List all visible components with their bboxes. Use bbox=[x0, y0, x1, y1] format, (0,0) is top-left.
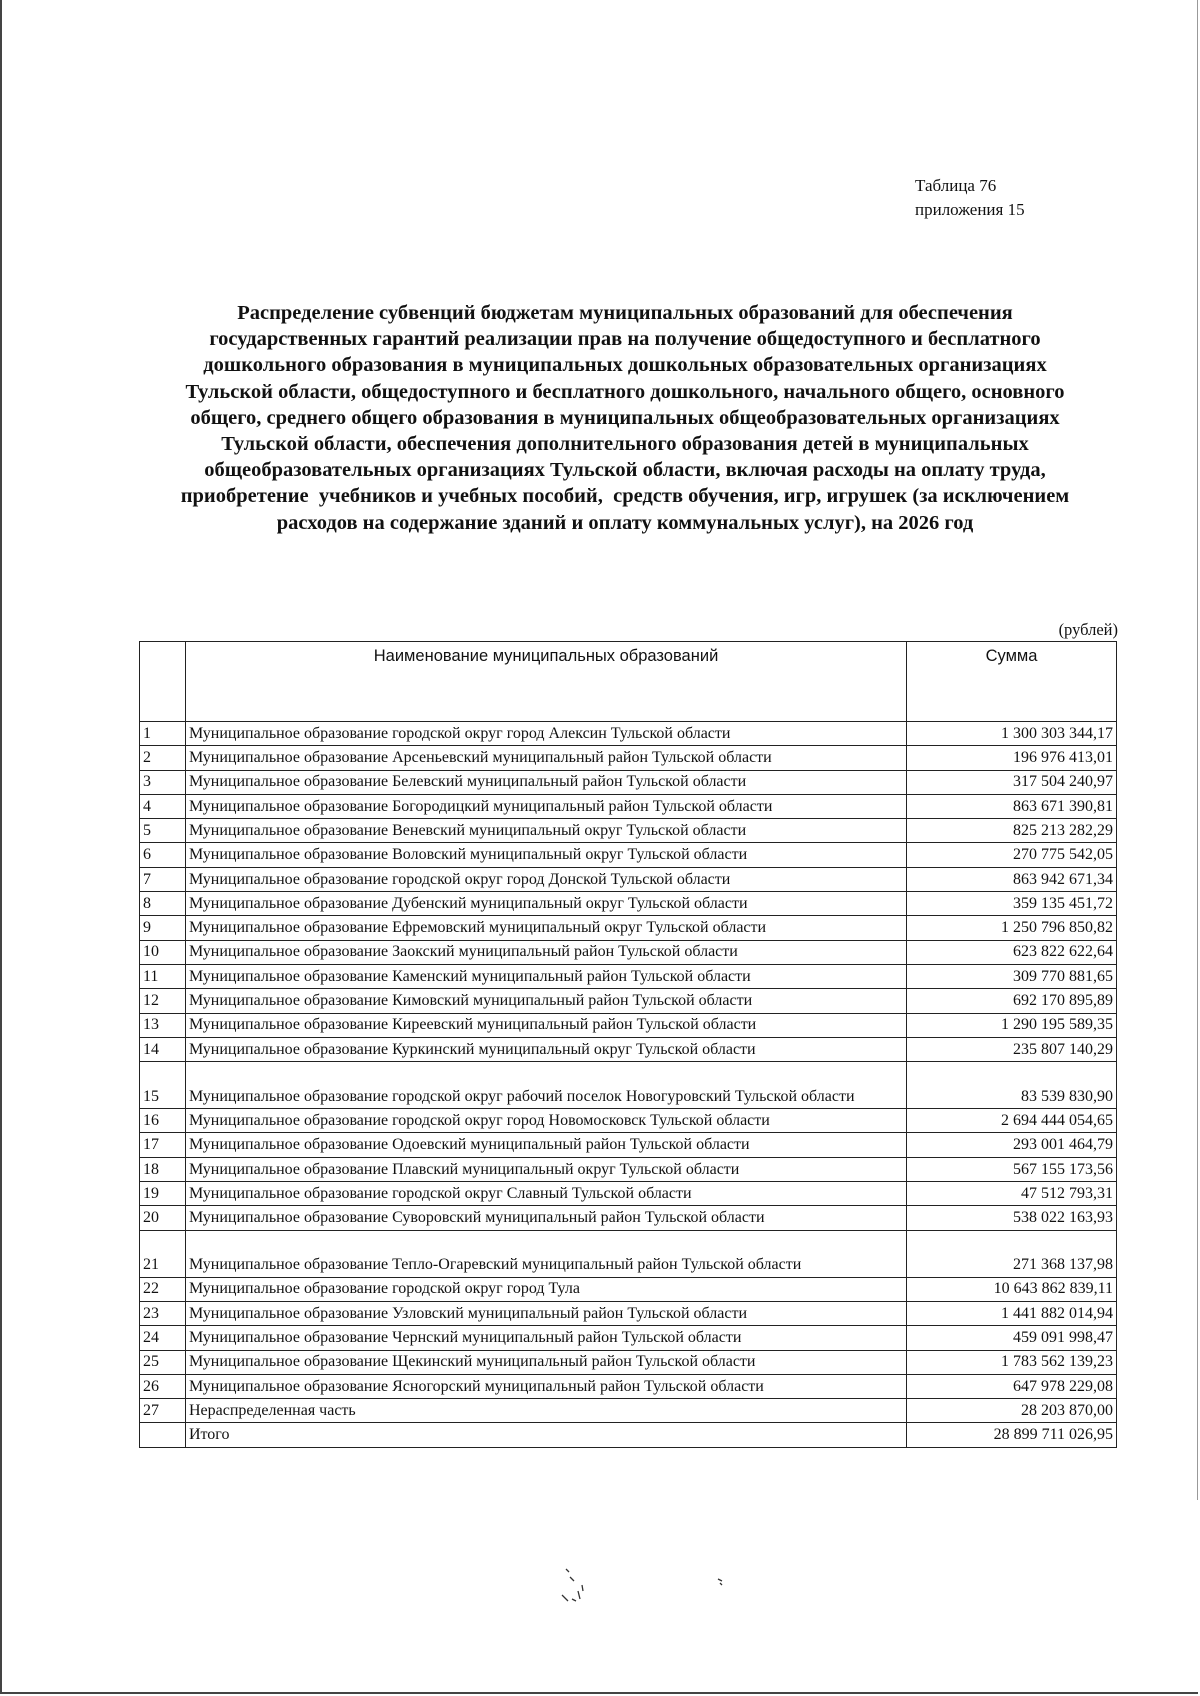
row-number-cell: 18 bbox=[140, 1157, 186, 1181]
amount-cell: 1 783 562 139,23 bbox=[907, 1350, 1117, 1374]
municipality-name-cell: Муниципальное образование Богородицкий муниципальный район Тульской области bbox=[185, 794, 906, 818]
amount-cell: 270 775 542,05 bbox=[907, 843, 1117, 867]
table-row bbox=[140, 964, 1117, 988]
title-line: общеобразовательных организациях Тульской области, включая расходы на оплату труда, bbox=[204, 459, 1046, 482]
amount-cell: 825 213 282,29 bbox=[907, 819, 1117, 843]
row-number-cell: 26 bbox=[140, 1374, 186, 1398]
amount-cell: 271 368 137,98 bbox=[907, 1230, 1117, 1277]
amount-cell: 28 203 870,00 bbox=[907, 1399, 1117, 1423]
row-number-cell: 1 bbox=[140, 722, 186, 746]
municipality-name-cell: Муниципальное образование Ефремовский муниципальный округ Тульской области bbox=[185, 916, 906, 940]
column-header-sum: Сумма bbox=[907, 642, 1117, 722]
amount-cell: 47 512 793,31 bbox=[907, 1182, 1117, 1206]
municipality-name-cell: Муниципальное образование Куркинский муниципальный округ Тульской области bbox=[185, 1037, 906, 1061]
municipality-name-cell: Муниципальное образование Дубенский муниципальный округ Тульской области bbox=[185, 892, 906, 916]
amount-cell: 623 822 622,64 bbox=[907, 940, 1117, 964]
row-number-cell: 22 bbox=[140, 1277, 186, 1301]
municipality-name-cell: Муниципальное образование городской округ город Донской Тульской области bbox=[185, 867, 906, 891]
title-line: Тульской области, обеспечения дополнительного образования детей в муниципальных bbox=[221, 433, 1029, 456]
row-number-cell: 19 bbox=[140, 1182, 186, 1206]
amount-cell: 83 539 830,90 bbox=[907, 1062, 1117, 1109]
municipality-name-cell: Муниципальное образование Белевский муниципальный район Тульской области bbox=[185, 770, 906, 794]
row-number-cell: 6 bbox=[140, 843, 186, 867]
table-row bbox=[140, 940, 1117, 964]
municipality-name-cell: Муниципальное образование городской округ город Новомосковск Тульской области bbox=[185, 1109, 906, 1133]
amount-cell: 293 001 464,79 bbox=[907, 1133, 1117, 1157]
municipality-name-cell: Муниципальное образование Одоевский муниципальный район Тульской области bbox=[185, 1133, 906, 1157]
table-row bbox=[140, 1133, 1117, 1157]
total-number-cell bbox=[140, 1423, 186, 1447]
table-row bbox=[140, 722, 1117, 746]
amount-cell: 567 155 173,56 bbox=[907, 1157, 1117, 1181]
table-row bbox=[140, 794, 1117, 818]
table-row bbox=[140, 1182, 1117, 1206]
municipality-name-cell: Муниципальное образование Узловский муниципальный район Тульской области bbox=[185, 1301, 906, 1325]
appendix-label: приложения 15 bbox=[915, 200, 1025, 219]
title-line: государственных гарантий реализации прав на получение общедоступного и бесплатного bbox=[209, 328, 1041, 351]
title-line: Распределение субвенций бюджетам муниципальных образований для обеспечения bbox=[237, 302, 1013, 324]
document-title bbox=[160, 300, 1090, 536]
table-row bbox=[140, 867, 1117, 891]
total-row bbox=[140, 1423, 1117, 1447]
table-row bbox=[140, 1301, 1117, 1325]
amount-cell: 538 022 163,93 bbox=[907, 1206, 1117, 1230]
amount-cell: 459 091 998,47 bbox=[907, 1326, 1117, 1350]
row-number-cell: 25 bbox=[140, 1350, 186, 1374]
table-body bbox=[140, 722, 1117, 1448]
row-number-cell: 7 bbox=[140, 867, 186, 891]
municipality-name-cell: Муниципальное образование Кимовский муниципальный район Тульской области bbox=[185, 989, 906, 1013]
row-number-cell: 15 bbox=[140, 1062, 186, 1109]
total-amount-cell: 28 899 711 026,95 bbox=[907, 1423, 1117, 1447]
municipality-name-cell: Муниципальное образование Щекинский муниципальный район Тульской области bbox=[185, 1350, 906, 1374]
table-row bbox=[140, 843, 1117, 867]
amount-cell: 196 976 413,01 bbox=[907, 746, 1117, 770]
municipality-name-cell: Нераспределенная часть bbox=[185, 1399, 906, 1423]
table-row bbox=[140, 916, 1117, 940]
municipality-name-cell: Муниципальное образование Каменский муниципальный район Тульской области bbox=[185, 964, 906, 988]
table-row bbox=[140, 1037, 1117, 1061]
row-number-cell: 4 bbox=[140, 794, 186, 818]
title-line: общего, среднего общего образования в муниципальных общеобразовательных организациях bbox=[190, 406, 1060, 429]
scan-marks-decoration bbox=[548, 1555, 748, 1625]
distribution-table bbox=[139, 641, 1117, 1448]
row-number-cell: 16 bbox=[140, 1109, 186, 1133]
row-number-cell: 2 bbox=[140, 746, 186, 770]
amount-cell: 1 441 882 014,94 bbox=[907, 1301, 1117, 1325]
table-row bbox=[140, 746, 1117, 770]
municipality-name-cell: Муниципальное образование городской округ город Алексин Тульской области bbox=[185, 722, 906, 746]
table-row bbox=[140, 1206, 1117, 1230]
table-row bbox=[140, 1109, 1117, 1133]
amount-cell: 647 978 229,08 bbox=[907, 1374, 1117, 1398]
municipality-name-cell: Муниципальное образование Плавский муниципальный округ Тульской области bbox=[185, 1157, 906, 1181]
row-number-cell: 8 bbox=[140, 892, 186, 916]
amount-cell: 10 643 862 839,11 bbox=[907, 1277, 1117, 1301]
column-header-name: Наименование муниципальных образований bbox=[185, 642, 906, 722]
municipality-name-cell: Муниципальное образование Чернский муниципальный район Тульской области bbox=[185, 1326, 906, 1350]
municipality-name-cell: Муниципальное образование городской округ рабочий поселок Новогуровский Тульской области bbox=[185, 1062, 906, 1109]
table-row bbox=[140, 1350, 1117, 1374]
title-line: дошкольного образования в муниципальных дошкольных образовательных организациях bbox=[203, 354, 1047, 377]
table-row bbox=[140, 1374, 1117, 1398]
amount-cell: 235 807 140,29 bbox=[907, 1037, 1117, 1061]
amount-cell: 863 671 390,81 bbox=[907, 794, 1117, 818]
row-number-cell: 17 bbox=[140, 1133, 186, 1157]
table-row bbox=[140, 1399, 1117, 1423]
row-number-cell: 11 bbox=[140, 964, 186, 988]
row-number-cell: 5 bbox=[140, 819, 186, 843]
row-number-cell: 9 bbox=[140, 916, 186, 940]
table-row bbox=[140, 770, 1117, 794]
municipality-name-cell: Муниципальное образование городской округ Славный Тульской области bbox=[185, 1182, 906, 1206]
municipality-name-cell: Муниципальное образование Тепло-Огаревский муниципальный район Тульской области bbox=[185, 1230, 906, 1277]
row-number-cell: 24 bbox=[140, 1326, 186, 1350]
row-number-cell: 10 bbox=[140, 940, 186, 964]
title-line: Тульской области, общедоступного и бесплатного дошкольного, начального общего, основного bbox=[185, 380, 1065, 403]
amount-cell: 1 290 195 589,35 bbox=[907, 1013, 1117, 1037]
total-label-cell: Итого bbox=[185, 1423, 906, 1447]
municipality-name-cell: Муниципальное образование Заокский муниципальный район Тульской области bbox=[185, 940, 906, 964]
amount-cell: 863 942 671,34 bbox=[907, 867, 1117, 891]
row-number-cell: 27 bbox=[140, 1399, 186, 1423]
row-number-cell: 21 bbox=[140, 1230, 186, 1277]
amount-cell: 692 170 895,89 bbox=[907, 989, 1117, 1013]
title-line: расходов на содержание зданий и оплату коммунальных услуг), на 2026 год bbox=[276, 511, 974, 534]
row-number-cell: 23 bbox=[140, 1301, 186, 1325]
amount-cell: 2 694 444 054,65 bbox=[907, 1109, 1117, 1133]
table-header-row bbox=[140, 642, 1117, 722]
table-number-label: Таблица 76 bbox=[915, 176, 997, 195]
amount-cell: 317 504 240,97 bbox=[907, 770, 1117, 794]
table-row bbox=[140, 1062, 1117, 1109]
municipality-name-cell: Муниципальное образование Веневский муниципальный округ Тульской области bbox=[185, 819, 906, 843]
title-line: приобретение учебников и учебных пособий, средств обучения, игр, игрушек (за исключением bbox=[180, 485, 1070, 508]
municipality-name-cell: Муниципальное образование Киреевский муниципальный район Тульской области bbox=[185, 1013, 906, 1037]
table-row bbox=[140, 989, 1117, 1013]
municipality-name-cell: Муниципальное образование Арсеньевский муниципальный район Тульской области bbox=[185, 746, 906, 770]
municipality-name-cell: Муниципальное образование Воловский муниципальный округ Тульской области bbox=[185, 843, 906, 867]
table-row bbox=[140, 1230, 1117, 1277]
row-number-cell: 20 bbox=[140, 1206, 186, 1230]
municipality-name-cell: Муниципальное образование Суворовский муниципальный район Тульской области bbox=[185, 1206, 906, 1230]
row-number-cell: 13 bbox=[140, 1013, 186, 1037]
table-row bbox=[140, 1157, 1117, 1181]
table-row bbox=[140, 1277, 1117, 1301]
amount-cell: 309 770 881,65 bbox=[907, 964, 1117, 988]
row-number-cell: 3 bbox=[140, 770, 186, 794]
table-row bbox=[140, 819, 1117, 843]
table-reference bbox=[915, 174, 1025, 222]
table-row bbox=[140, 1013, 1117, 1037]
column-header-number bbox=[140, 642, 186, 722]
municipality-name-cell: Муниципальное образование Ясногорский муниципальный район Тульской области bbox=[185, 1374, 906, 1398]
row-number-cell: 12 bbox=[140, 989, 186, 1013]
amount-cell: 359 135 451,72 bbox=[907, 892, 1117, 916]
units-label: (рублей) bbox=[1058, 620, 1118, 639]
row-number-cell: 14 bbox=[140, 1037, 186, 1061]
amount-cell: 1 250 796 850,82 bbox=[907, 916, 1117, 940]
table-row bbox=[140, 1326, 1117, 1350]
table-row bbox=[140, 892, 1117, 916]
amount-cell: 1 300 303 344,17 bbox=[907, 722, 1117, 746]
municipality-name-cell: Муниципальное образование городской округ город Тула bbox=[185, 1277, 906, 1301]
